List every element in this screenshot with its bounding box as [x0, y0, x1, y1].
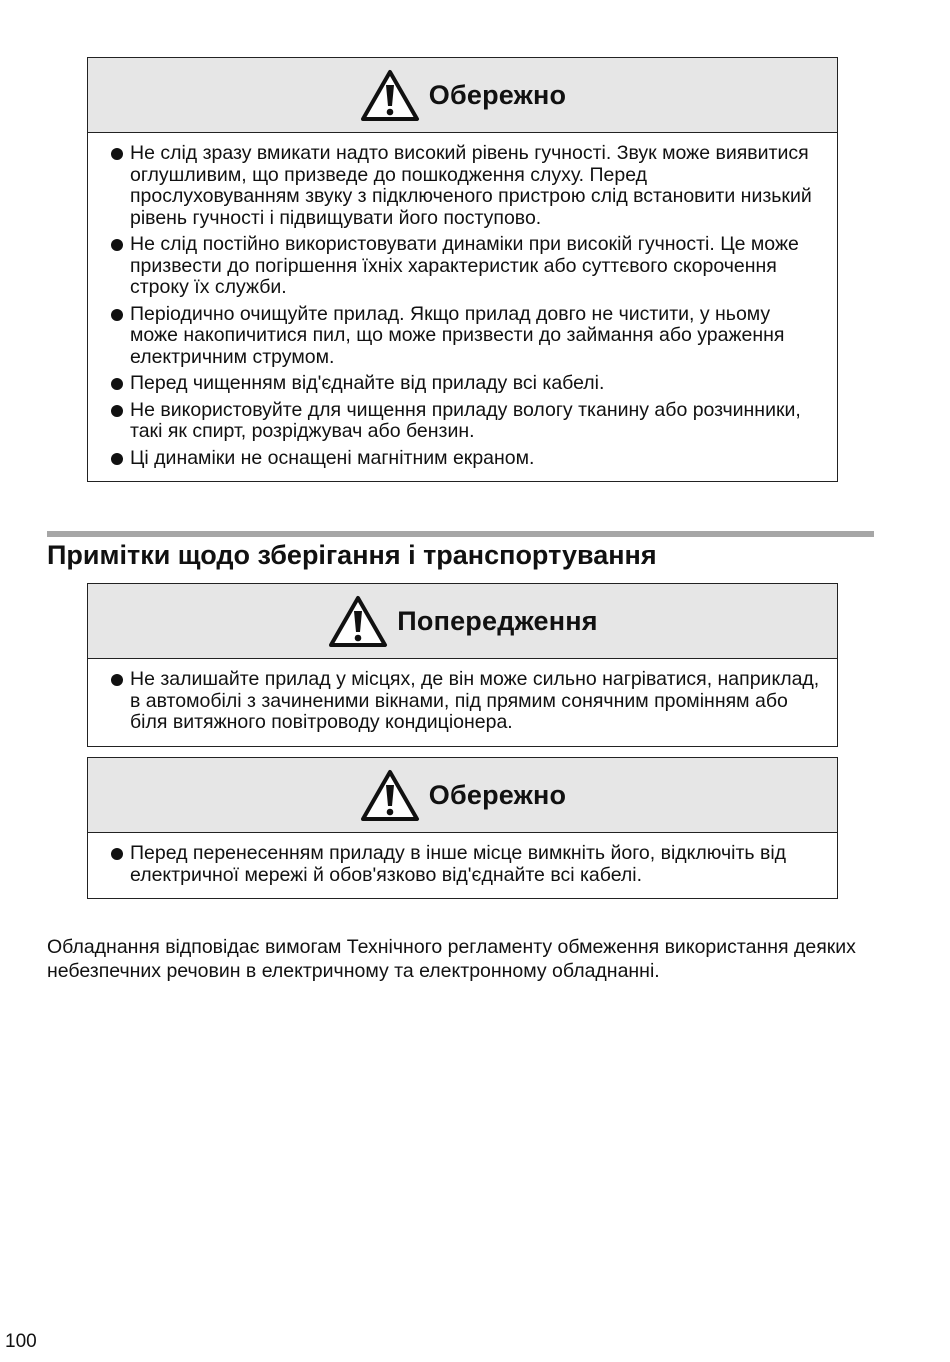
caution-box-2-header: [88, 758, 837, 833]
section-heading: Примітки щодо зберігання і транспортування: [47, 540, 657, 570]
list-item: Ці динаміки не оснащені магнітним екраном.: [110, 448, 821, 470]
list-item: Періодично очищуйте прилад. Якщо прилад довго не чистити, у ньому може накопичитися пил, що може призвести до займання або ураження електричним струмом.: [110, 304, 821, 369]
caution-box-2-title: Обережно: [428, 779, 567, 810]
warning-box-list: [88, 659, 837, 746]
list-item: Не слід постійно використовувати динаміки при високій гучності. Це може призвести до погіршення їхніх характеристик або суттєвого скорочення строку їх служби.: [110, 234, 821, 299]
list-item: Перед перенесенням приладу в інше місце вимкніть його, відключіть від електричної мережі й обов'язково від'єднайте всі кабелі.: [110, 843, 821, 886]
warning-triangle-icon: [359, 768, 421, 822]
caution-box-2: [87, 757, 838, 899]
caution-box-1-title: Обережно: [428, 79, 567, 110]
list-item: Не використовуйте для чищення приладу вологу тканину або розчинники, такі як спирт, розріджувач або бензин.: [110, 400, 821, 443]
warning-box-header: [88, 584, 837, 659]
compliance-text: Обладнання відповідає вимогам Технічного регламенту обмеження використання деяких небезпечних речовин в електричному та електронному обладнанні.: [47, 936, 856, 982]
list-item: Перед чищенням від'єднайте від приладу всі кабелі.: [110, 373, 821, 395]
caution-box-2-list: [88, 833, 837, 898]
page-number: 100: [5, 1331, 37, 1352]
warning-box: [87, 583, 838, 747]
warning-triangle-icon: [327, 594, 389, 648]
list-item: Не слід зразу вмикати надто високий рівень гучності. Звук може виявитися оглушливим, що призведе до пошкодження слуху. Перед прослуховуванням звуку з підключеного пристрою слід встановити низький рівень гучності і підвищувати його поступово.: [110, 143, 821, 229]
warning-box-title: Попередження: [397, 605, 598, 636]
list-item: Не залишайте прилад у місцях, де він може сильно нагріватися, наприклад, в автомобілі з зачиненими вікнами, під прямим сонячним промінням або біля витяжного повітроводу кондиціонера.: [110, 669, 821, 734]
caution-box-1-header: [88, 58, 837, 133]
caution-box-1: [87, 57, 838, 482]
caution-box-1-list: [88, 133, 837, 481]
warning-triangle-icon: [359, 68, 421, 122]
